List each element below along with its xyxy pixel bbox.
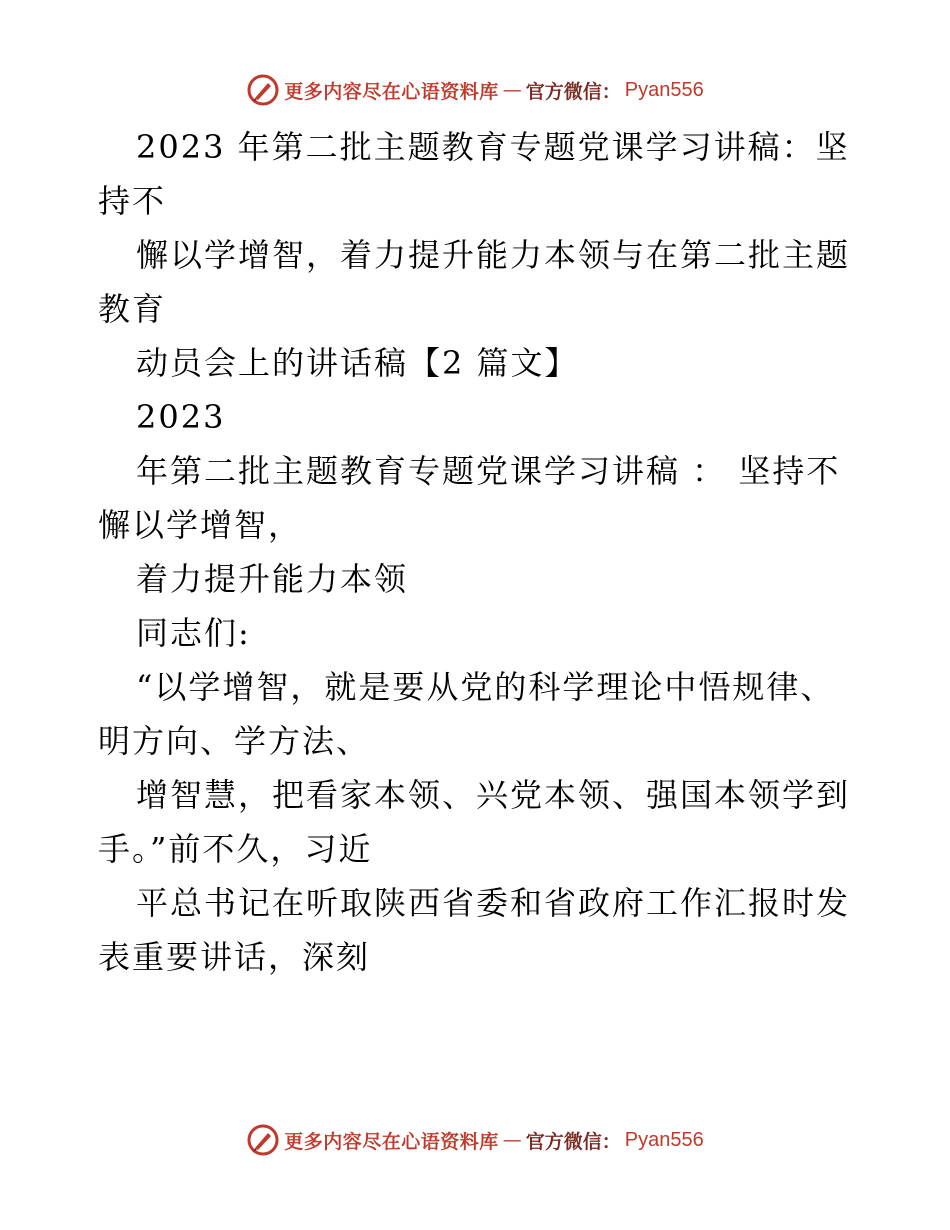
header-brand-text: 更多内容尽在心语资料库: [284, 80, 499, 103]
header-dash: —: [502, 79, 522, 101]
body-text-line: 年第二批主题教育专题党课学习讲稿 ： 坚持不: [136, 452, 841, 490]
footer-banner: [0, 1120, 950, 1160]
body-text-line: 2023: [136, 398, 226, 436]
body-text-line: 表重要讲话，深刻: [98, 938, 371, 976]
body-text-line: 增智慧，把看家本领、兴党本领、强国本领学到: [136, 776, 851, 814]
body-text-line: “以学增智，就是要从党的科学理论中悟规律、: [136, 668, 835, 706]
footer-dash: —: [502, 1129, 522, 1151]
footer-wechat-label: 官方微信：: [525, 1130, 621, 1153]
body-text-line: 教育: [98, 290, 167, 328]
document-body: [98, 120, 858, 984]
body-text-line: 动员会上的讲话稿【2 篇文】: [136, 344, 579, 382]
header-banner: [0, 70, 950, 110]
pen-logo-icon: [246, 73, 280, 107]
body-text-line: 手。”前不久，习近: [98, 830, 373, 868]
footer-wechat-id: Pyan556: [624, 1128, 704, 1151]
header-wechat-label: 官方微信：: [525, 80, 621, 103]
body-text-line: 平总书记在听取陕西省委和省政府工作汇报时发: [136, 884, 851, 922]
body-text-line: 懈以学增智，: [98, 506, 303, 544]
body-text-line: 着力提升能力本领: [136, 560, 409, 598]
footer-brand-text: 更多内容尽在心语资料库: [284, 1130, 499, 1153]
body-text-line: 2023 年第二批主题教育专题党课学习讲稿：坚: [136, 128, 850, 166]
body-text-line: 持不: [98, 182, 167, 220]
pen-logo-icon: [246, 1123, 280, 1157]
header-wechat-id: Pyan556: [624, 78, 704, 101]
body-text-line: 明方向、学方法、: [98, 722, 371, 760]
body-text-line: 懈以学增智，着力提升能力本领与在第二批主题: [136, 236, 851, 274]
body-text-line: 同志们:: [136, 614, 251, 652]
